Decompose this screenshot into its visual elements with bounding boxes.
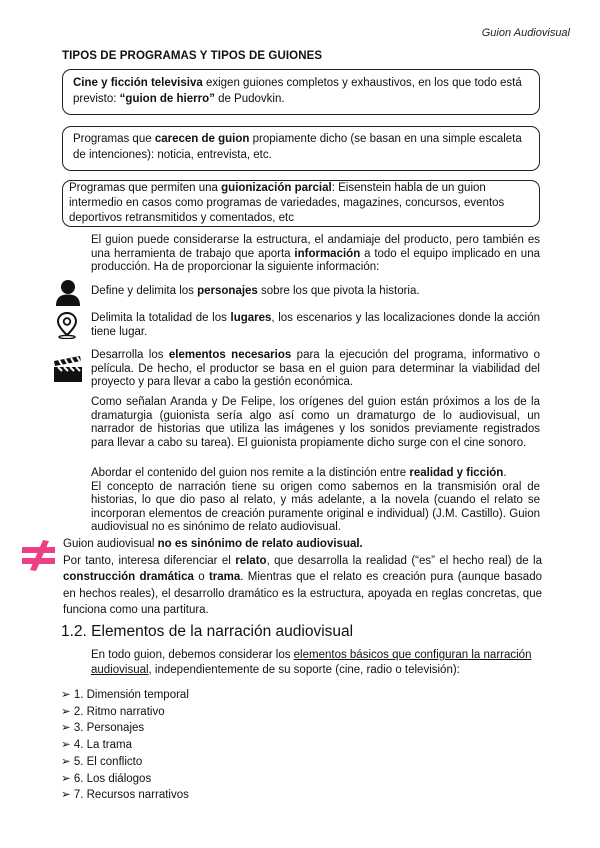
abordar-rest: El concepto de narración tiene su origen como sabemos en la transmisión oral de historias, lo que dio paso al relato, y más adelante, a la novela (cuando el relato se incorporan elementos de creación puramente original e individual) (J.M. Castillo). Guion audiovisual no es sinónimo de relato audiovisual. xyxy=(91,480,540,533)
item-lugares-text: Delimita la totalidad de los xyxy=(91,312,231,324)
neq-p1: Por tanto, interesa diferenciar el xyxy=(63,554,236,567)
box1-text2: de Pudovkin. xyxy=(214,93,285,105)
not-equal-icon xyxy=(20,538,58,577)
clapperboard-icon xyxy=(53,355,83,388)
item-lugares-text2: , los escenarios y las localizaciones donde la acción tiene lugar. xyxy=(91,312,540,338)
list-item: ➢ 5. El conflicto xyxy=(61,755,143,768)
box3-text: Programas que permiten una xyxy=(69,182,222,194)
box3-strong: guionización parcial xyxy=(221,182,332,194)
list-item: ➢ 2. Ritmo narrativo xyxy=(61,705,165,718)
neq-paragraph xyxy=(63,536,542,619)
section2-text: En todo guion, debemos considerar los xyxy=(91,649,294,661)
location-pin-icon xyxy=(56,311,78,344)
item-lugares xyxy=(91,312,540,339)
item-elementos-text2: para la ejecución del programa, informativo o película. De hecho, el productor se basa en el guion para determinar la viabilidad del proyecto y para llevar a cabo la gestión económica. xyxy=(91,349,540,388)
item-personajes-strong: personajes xyxy=(197,285,258,297)
box2-strong: carecen de guion xyxy=(154,133,250,145)
neq-p4: . Mientras que el relato es creación pura (aunque basado en hechos reales), el desarrollo dramático es la estructura, apoyada en reglas concretas, que funciona como una partitura. xyxy=(63,571,542,616)
list-item: ➢ 6. Los diálogos xyxy=(61,772,152,785)
elements-list xyxy=(61,687,189,804)
section2-text2: , independientemente de su soporte (cine, radio o televisión): xyxy=(148,664,460,676)
intro-paragraph xyxy=(91,234,540,275)
list-item: ➢ 3. Personajes xyxy=(61,722,145,735)
neq-s1: relato xyxy=(235,554,267,567)
neq-s2: construcción dramática xyxy=(63,571,194,583)
section2-underlined: elementos básicos que configuran la narración audiovisual xyxy=(91,649,532,676)
abordar-text: Abordar el contenido del guion nos remite a la distinción entre xyxy=(91,467,410,479)
intro-text: El guion puede considerarse la estructura, el andamiaje del producto, pero también es una herramienta de trabajo que aporta xyxy=(91,234,540,260)
section-title: TIPOS DE PROGRAMAS Y TIPOS DE GUIONES xyxy=(62,50,323,62)
section-heading-elementos: 1.2. Elementos de la narración audiovisual xyxy=(61,623,354,640)
item-personajes-text: Define y delimita los xyxy=(91,285,198,297)
abordar-paragraph xyxy=(91,467,540,535)
box1-strong2: “guion de hierro” xyxy=(119,93,215,105)
box-cine-ficcion xyxy=(62,69,540,115)
neq-strong: no es sinónimo de relato audiovisual. xyxy=(157,538,363,550)
neq-text: Guion audiovisual xyxy=(63,538,158,550)
neq-p3: o xyxy=(193,571,209,583)
box-guionizacion-parcial xyxy=(62,180,540,227)
item-elementos-text: Desarrolla los xyxy=(91,349,169,361)
neq-p2: , que desarrolla la realidad (“es” el hecho real) de la xyxy=(266,554,542,567)
list-item: ➢ 4. La trama xyxy=(61,739,132,752)
person-icon xyxy=(55,279,81,312)
intro-text2: a todo el equipo implicado en una producción. Ha de proporcionar la siguiente información: xyxy=(91,247,540,273)
intro-strong: información xyxy=(294,247,361,260)
box1-strong: Cine y ficción televisiva xyxy=(73,77,203,89)
section2-intro xyxy=(91,648,540,678)
box2-text: Programas que xyxy=(73,133,155,145)
box2-text2: propiamente dicho (se basan en una simple escaleta de intenciones): noticia, entrevista, etc. xyxy=(73,133,522,161)
abordar-strong: realidad y ficción xyxy=(409,467,504,479)
box1-text: exigen guiones completos y exhaustivos, en los que todo está previsto: xyxy=(73,77,522,105)
item-personajes xyxy=(91,285,540,299)
item-elementos-strong: elementos necesarios xyxy=(168,349,292,361)
list-item: ➢ 1. Dimensión temporal xyxy=(61,689,189,701)
item-elementos xyxy=(91,349,540,390)
list-item: ➢ 7. Recursos narrativos xyxy=(61,789,189,802)
running-header: Guion Audiovisual xyxy=(481,27,570,39)
abordar-text2: . xyxy=(503,467,507,479)
box-sin-guion xyxy=(62,126,540,171)
item-lugares-strong: lugares xyxy=(230,312,272,324)
box3-text2: : Eisenstein habla de un guion intermedio en casos como programas de variedades, magazines, concursos, eventos deportivos retransmitidos y comentados, etc xyxy=(69,182,505,224)
neq-s3: trama xyxy=(208,571,241,583)
item-personajes-text2: sobre los que pivota la historia. xyxy=(257,285,420,297)
aranda-paragraph: Como señalan Aranda y De Felipe, los orígenes del guion están próximos a los de la dramaturgia (guionista sería algo así como un dramaturgo de lo audiovisual, un narrador de historias que utiliza las imágenes y los sonidos previamente registrados para llevar a cabo su tarea). El guionista propiamente dicho surge con el cine sonoro. xyxy=(91,396,540,449)
